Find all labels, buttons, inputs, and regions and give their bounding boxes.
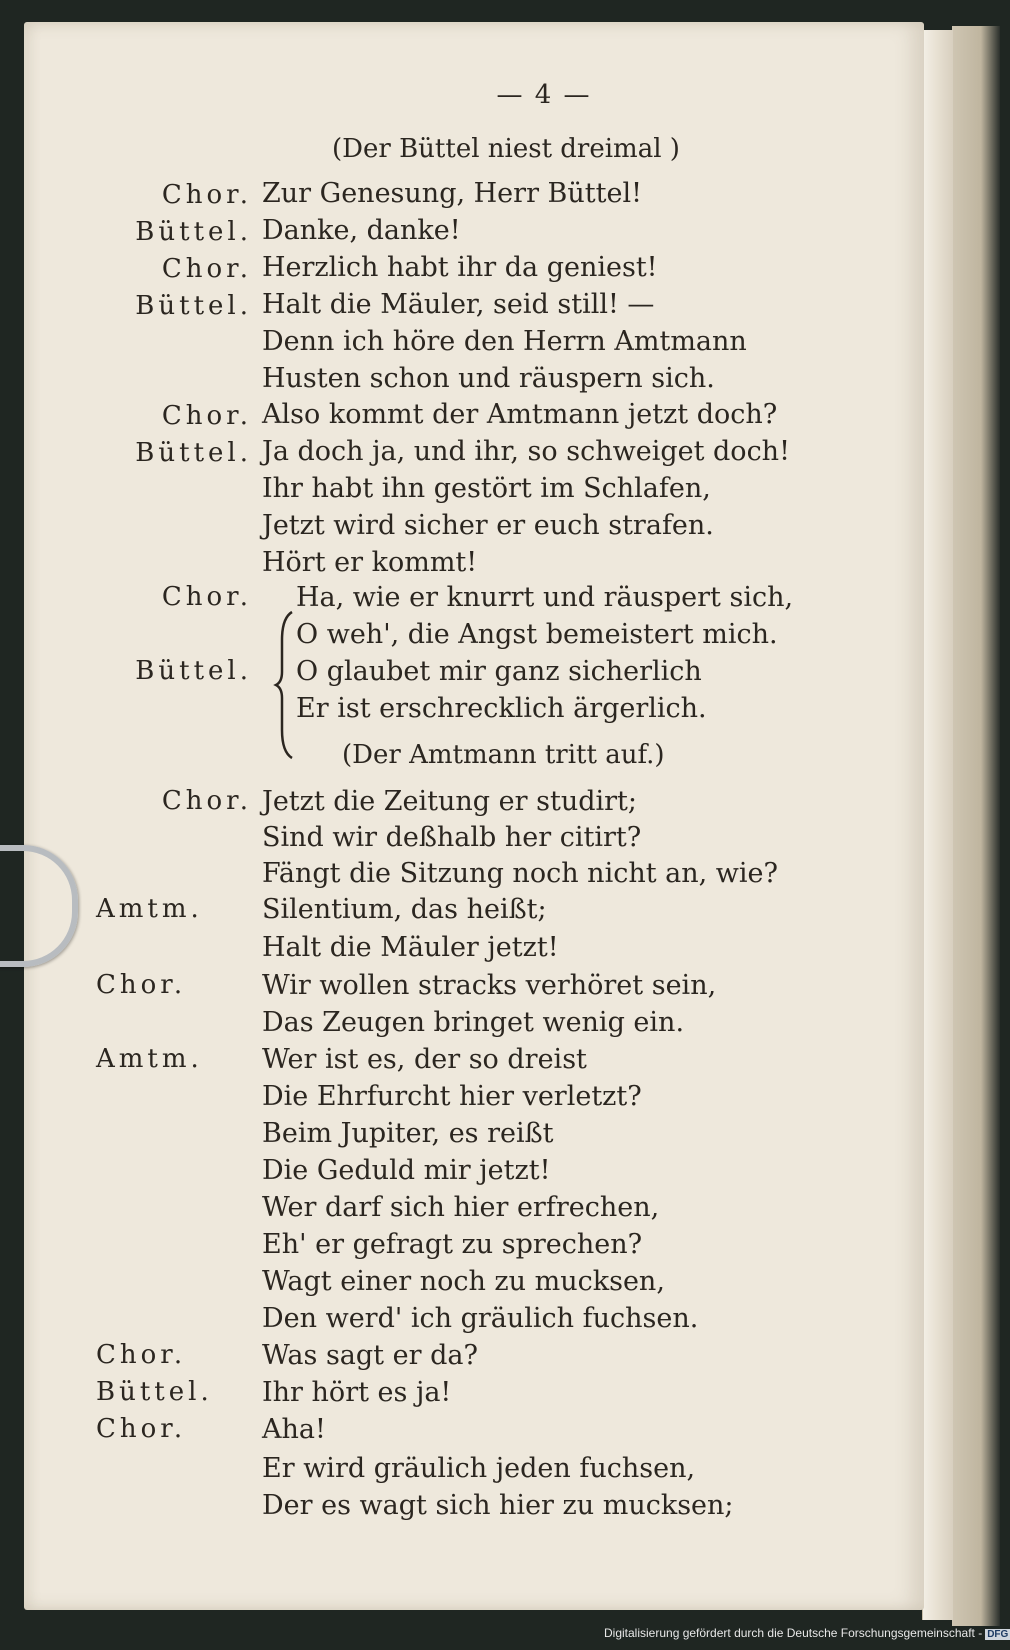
dialogue-line: O glaubet mir ganz sicherlich xyxy=(296,656,702,687)
credit-text: Digitalisierung gefördert durch die Deutsche Forschungsgemeinschaft - xyxy=(604,1626,983,1640)
dialogue-line: Silentium, das heißt; xyxy=(262,894,547,925)
dialogue-line: Den werd' ich gräulich fuchsen. xyxy=(262,1303,699,1334)
dialogue-line: Jetzt wird sicher er euch strafen. xyxy=(262,510,714,541)
speaker-label: Büttel. xyxy=(135,291,252,321)
book-page xyxy=(24,22,924,1610)
dialogue-line: O weh', die Angst bemeistert mich. xyxy=(296,619,778,650)
dialogue-line: Ihr habt ihn gestört im Schlafen, xyxy=(262,473,711,504)
speaker-label: Chor. xyxy=(161,180,252,210)
dialogue-line: Beim Jupiter, es reißt xyxy=(262,1118,554,1149)
speaker-label: Büttel. xyxy=(135,217,252,247)
book-edge xyxy=(952,26,1000,1626)
dialogue-line: Wagt einer noch zu mucksen, xyxy=(262,1266,665,1297)
dialogue-line: Hört er kommt! xyxy=(262,547,478,578)
dialogue-line: Denn ich höre den Herrn Amtmann xyxy=(262,326,747,357)
speaker-label: Chor. xyxy=(161,254,252,284)
bracket-mark xyxy=(274,610,296,760)
speaker-label: Chor. xyxy=(96,1340,187,1370)
speaker-label: Chor. xyxy=(161,582,252,612)
dialogue-line: Der es wagt sich hier zu mucksen; xyxy=(262,1490,734,1521)
page-number: — 4 — xyxy=(496,80,592,110)
page-text xyxy=(24,22,924,1610)
dialogue-line: Er ist erschrecklich ärgerlich. xyxy=(296,693,707,724)
speaker-label: Chor. xyxy=(96,1414,187,1444)
dialogue-line: Zur Genesung, Herr Büttel! xyxy=(262,178,642,209)
dialogue-line: Wir wollen stracks verhöret sein, xyxy=(262,970,717,1001)
dialogue-line: Halt die Mäuler jetzt! xyxy=(262,932,559,963)
dialogue-line: Herzlich habt ihr da geniest! xyxy=(262,252,658,283)
dialogue-line: Was sagt er da? xyxy=(262,1340,478,1371)
dialogue-line: Sind wir deßhalb her citirt? xyxy=(262,822,642,853)
speaker-label: Büttel. xyxy=(135,438,252,468)
speaker-label: Amtm. xyxy=(96,1044,203,1074)
dialogue-line: Er wird gräulich jeden fuchsen, xyxy=(262,1453,696,1484)
speaker-label: Büttel. xyxy=(135,656,252,686)
digitization-credit xyxy=(604,1626,1010,1640)
stage-direction: (Der Büttel niest dreimal ) xyxy=(332,134,680,164)
dialogue-line: Das Zeugen bringet wenig ein. xyxy=(262,1007,685,1038)
dialogue-line: Aha! xyxy=(262,1414,326,1445)
speaker-label: Büttel. xyxy=(96,1377,213,1407)
dialogue-line: Wer darf sich hier erfrechen, xyxy=(262,1192,660,1223)
speaker-label: Chor. xyxy=(161,401,252,431)
dialogue-line: Ha, wie er knurrt und räuspert sich, xyxy=(296,582,794,613)
dialogue-line: Also kommt der Amtmann jetzt doch? xyxy=(262,399,778,430)
dialogue-line: Die Geduld mir jetzt! xyxy=(262,1155,551,1186)
dialogue-line: Halt die Mäuler, seid still! — xyxy=(262,289,655,320)
speaker-label: Chor. xyxy=(161,786,252,816)
speaker-label: Chor. xyxy=(96,970,187,1000)
dialogue-line: Husten schon und räuspern sich. xyxy=(262,363,715,394)
dialogue-line: Ihr hört es ja! xyxy=(262,1377,452,1408)
dialogue-line: Jetzt die Zeitung er studirt; xyxy=(262,786,637,817)
stage-direction: (Der Amtmann tritt auf.) xyxy=(342,740,665,770)
dialogue-line: Danke, danke! xyxy=(262,215,461,246)
dialogue-line: Fängt die Sitzung noch nicht an, wie? xyxy=(262,858,778,889)
dialogue-line: Die Ehrfurcht hier verletzt? xyxy=(262,1081,642,1112)
dfg-logo: DFG xyxy=(987,1629,1009,1640)
dialogue-line: Eh' er gefragt zu sprechen? xyxy=(262,1229,643,1260)
dialogue-line: Ja doch ja, und ihr, so schweiget doch! xyxy=(262,436,790,467)
dialogue-line: Wer ist es, der so dreist xyxy=(262,1044,587,1075)
page-edge xyxy=(922,30,953,1620)
speaker-label: Amtm. xyxy=(96,894,203,924)
